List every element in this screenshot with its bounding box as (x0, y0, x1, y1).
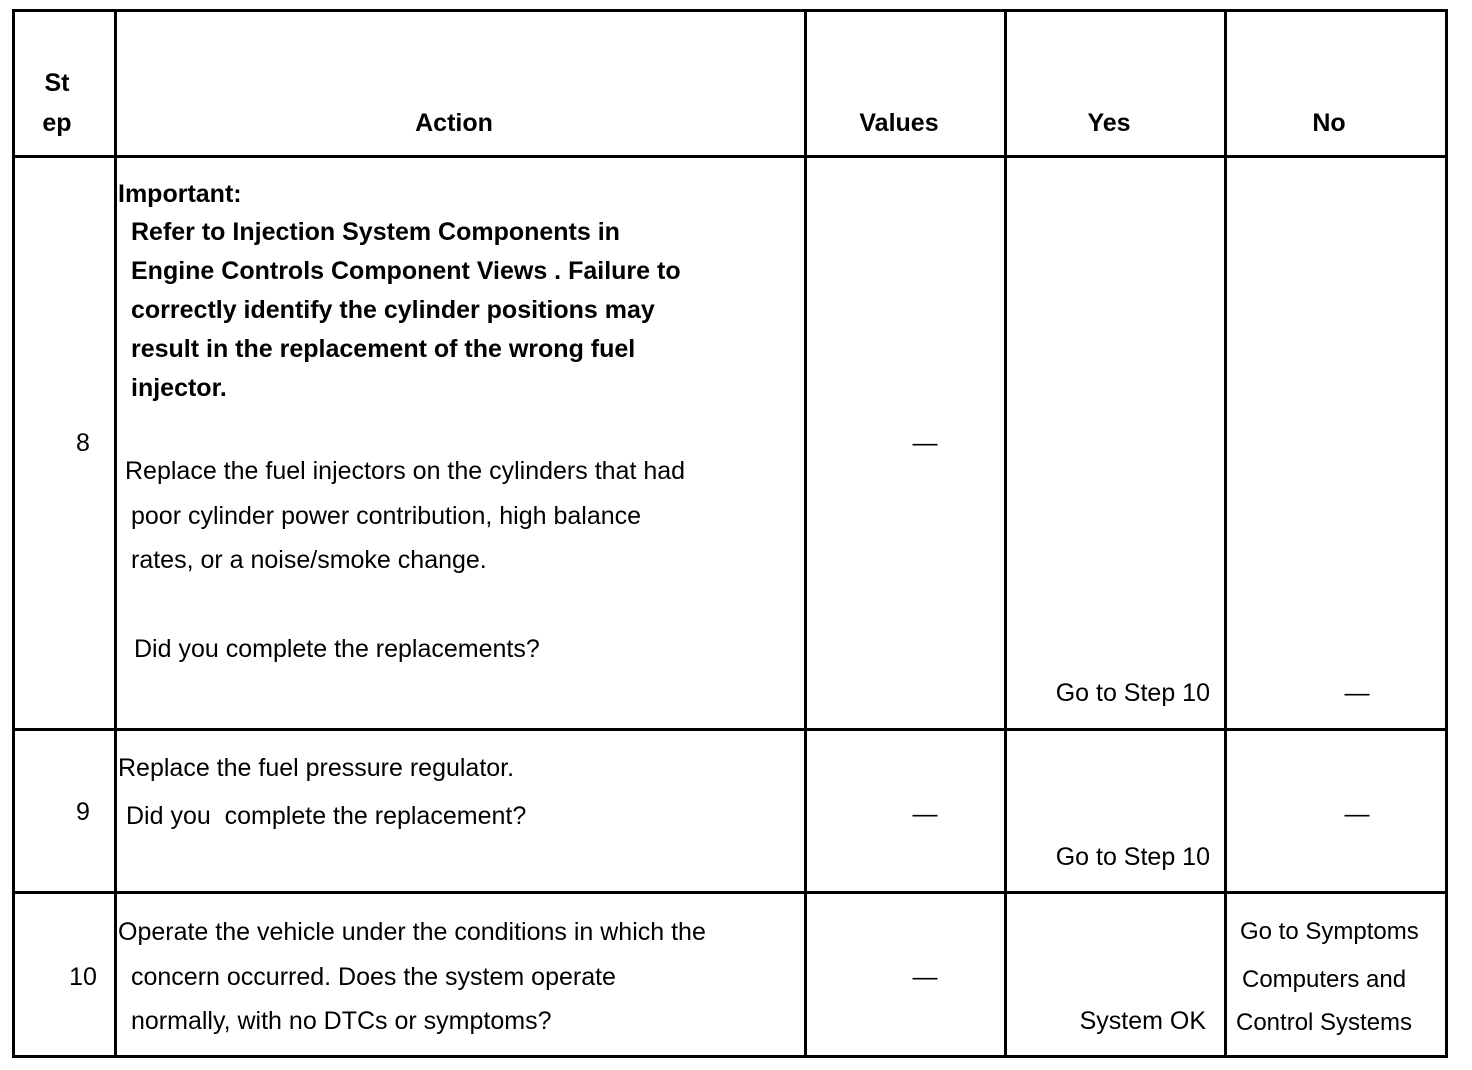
row-divider-9-10 (12, 891, 1448, 894)
step-8-yes: Go to Step 10 (1055, 679, 1210, 707)
step-8-important-line: injector. (131, 374, 227, 402)
diagnostic-table (12, 9, 1448, 1059)
header-step-line1: St (44, 69, 70, 97)
step-9-yes: Go to Step 10 (1055, 843, 1210, 871)
step-10-number: 10 (69, 963, 97, 991)
step-8-important-line: result in the replacement of the wrong fuel (131, 335, 636, 363)
step-8-action-line: rates, or a noise/smoke change. (131, 546, 487, 574)
step-10-action-line: normally, with no DTCs or symptoms? (131, 1007, 552, 1035)
step-8-values: — (912, 429, 938, 457)
step-9-no: — (1344, 800, 1370, 828)
step-10-values: — (912, 963, 938, 991)
step-9-number: 9 (76, 798, 90, 826)
column-divider-action (804, 9, 807, 1058)
header-action: Action (415, 109, 493, 137)
header-step-line2: ep (42, 109, 72, 137)
column-divider-values (1004, 9, 1007, 1058)
column-divider-yes (1224, 9, 1227, 1058)
step-8-number: 8 (76, 429, 90, 457)
table-border-top (12, 9, 1448, 12)
header-yes: Yes (1087, 109, 1131, 137)
step-8-question: Did you complete the replacements? (134, 635, 540, 663)
table-border-bottom (12, 1055, 1448, 1058)
step-10-no-line: Go to Symptoms (1240, 918, 1419, 945)
step-8-no: — (1344, 679, 1370, 707)
header-no: No (1312, 109, 1346, 137)
step-9-action-line: Replace the fuel pressure regulator. (118, 754, 515, 782)
step-8-action-line: Replace the fuel injectors on the cylinders that had (125, 457, 686, 485)
step-8-important-line: Refer to Injection System Components in (131, 218, 620, 246)
header-divider (12, 155, 1448, 158)
step-8-action-line: poor cylinder power contribution, high balance (131, 502, 642, 530)
header-values: Values (859, 109, 939, 137)
step-10-action-line: concern occurred. Does the system operate (131, 963, 616, 991)
step-9-action-line: Did you complete the replacement? (126, 802, 527, 830)
step-10-yes: System OK (1079, 1007, 1206, 1035)
step-10-no-line: Computers and (1242, 966, 1407, 993)
step-8-important-line: correctly identify the cylinder positions may (131, 296, 655, 324)
step-10-action-line: Operate the vehicle under the conditions in which the (118, 918, 706, 946)
table-border-left (12, 9, 15, 1058)
step-9-values: — (912, 800, 938, 828)
step-8-important-line: Engine Controls Component Views . Failure to (131, 257, 681, 285)
table-border-right (1445, 9, 1448, 1058)
row-divider-8-9 (12, 728, 1448, 731)
step-8-important-label: Important: (118, 180, 242, 208)
step-10-no-line: Control Systems (1236, 1009, 1413, 1036)
column-divider-step (114, 9, 117, 1058)
